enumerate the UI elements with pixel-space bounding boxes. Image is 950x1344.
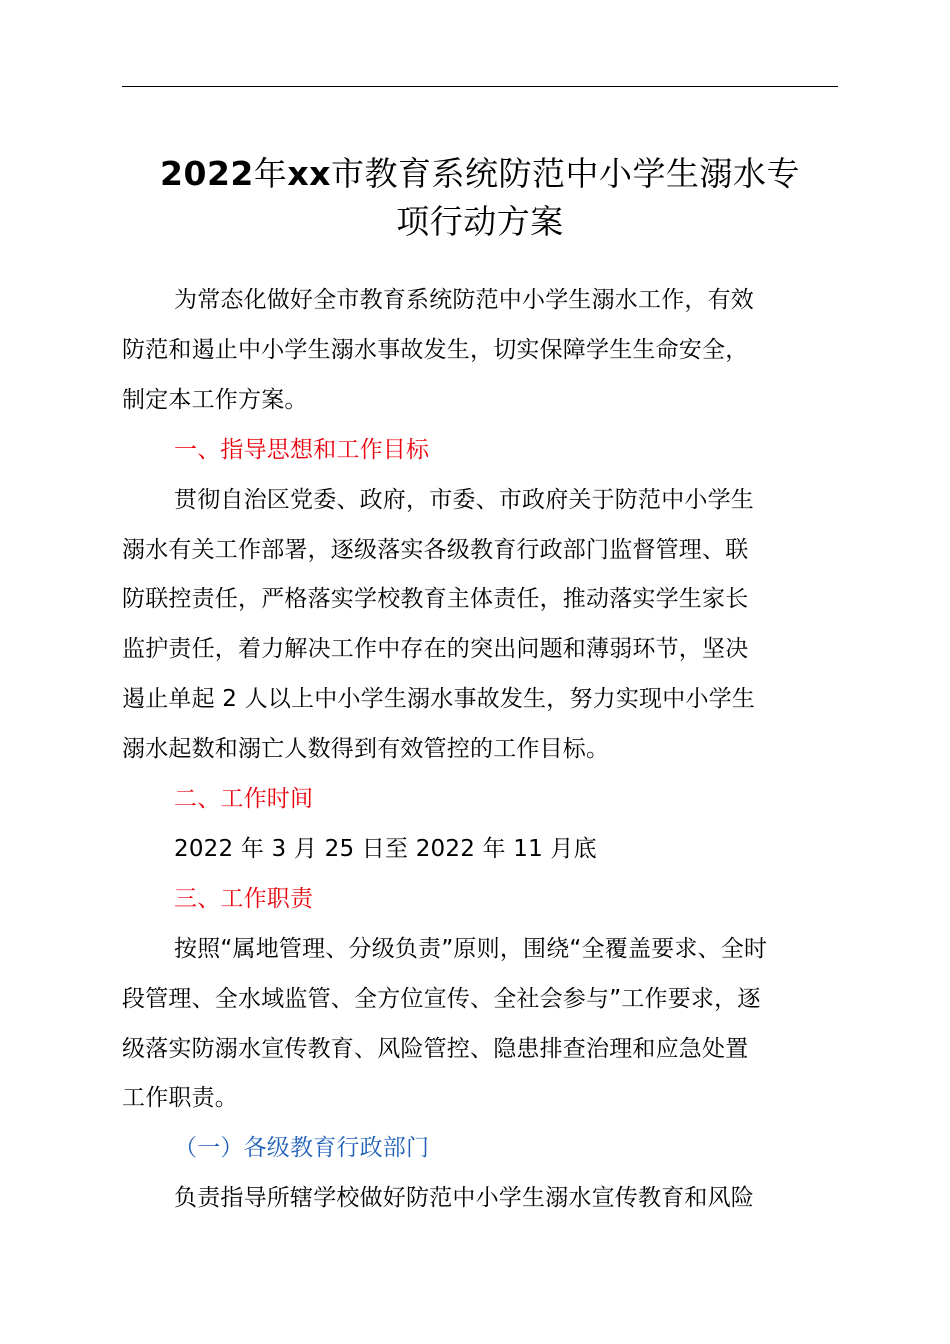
- paragraph-line: 2022 年 3 月 25 日至 2022 年 11 月底: [174, 835, 597, 862]
- paragraph-line: 防联控责任，严格落实学校教育主体责任，推动落实学生家长: [122, 586, 749, 613]
- paragraph-line: 监护责任，着力解决工作中存在的突出问题和薄弱环节，坚决: [122, 636, 749, 663]
- title-year-suffix: 年: [253, 154, 288, 193]
- subsection-heading: （一）各级教育行政部门: [174, 1135, 430, 1162]
- paragraph-line: 溺水有关工作部署，逐级落实各级教育行政部门监督管理、联: [122, 536, 749, 563]
- section-heading: 一、指导思想和工作目标: [174, 436, 430, 463]
- paragraph-line: 贯彻自治区党委、政府，市委、市政府关于防范中小学生: [174, 486, 754, 513]
- paragraph-line: 溺水起数和溺亡人数得到有效管控的工作目标。: [122, 736, 610, 763]
- paragraph-line: 级落实防溺水宣传教育、风险管控、隐患排查治理和应急处置: [122, 1035, 749, 1062]
- section-heading: 三、工作职责: [174, 885, 314, 912]
- document-title-line-2: 项行动方案: [396, 202, 564, 241]
- title-city: xx: [287, 154, 331, 193]
- title-main: 市教育系统防范中小学生溺水专: [330, 154, 800, 193]
- paragraph-line: 为常态化做好全市教育系统防范中小学生溺水工作，有效: [174, 287, 754, 313]
- paragraph-line: 防范和遏止中小学生溺水事故发生，切实保障学生生命安全，: [122, 336, 749, 363]
- paragraph-line: 负责指导所辖学校做好防范中小学生溺水宣传教育和风险: [174, 1185, 754, 1212]
- header-rule: [122, 86, 838, 87]
- paragraph-line: 制定本工作方案。: [122, 386, 308, 413]
- document-title-line-1: [100, 148, 860, 200]
- paragraph-line: 遏止单起 2 人以上中小学生溺水事故发生，努力实现中小学生: [122, 686, 756, 713]
- paragraph-line: 工作职责。: [122, 1085, 238, 1112]
- title-year: 2022: [160, 154, 254, 193]
- section-heading: 二、工作时间: [174, 786, 314, 812]
- paragraph-line: 段管理、全水域监管、全方位宣传、全社会参与”工作要求，逐: [122, 985, 761, 1012]
- paragraph-line: 按照“属地管理、分级负责”原则，围绕“全覆盖要求、全时: [174, 935, 768, 962]
